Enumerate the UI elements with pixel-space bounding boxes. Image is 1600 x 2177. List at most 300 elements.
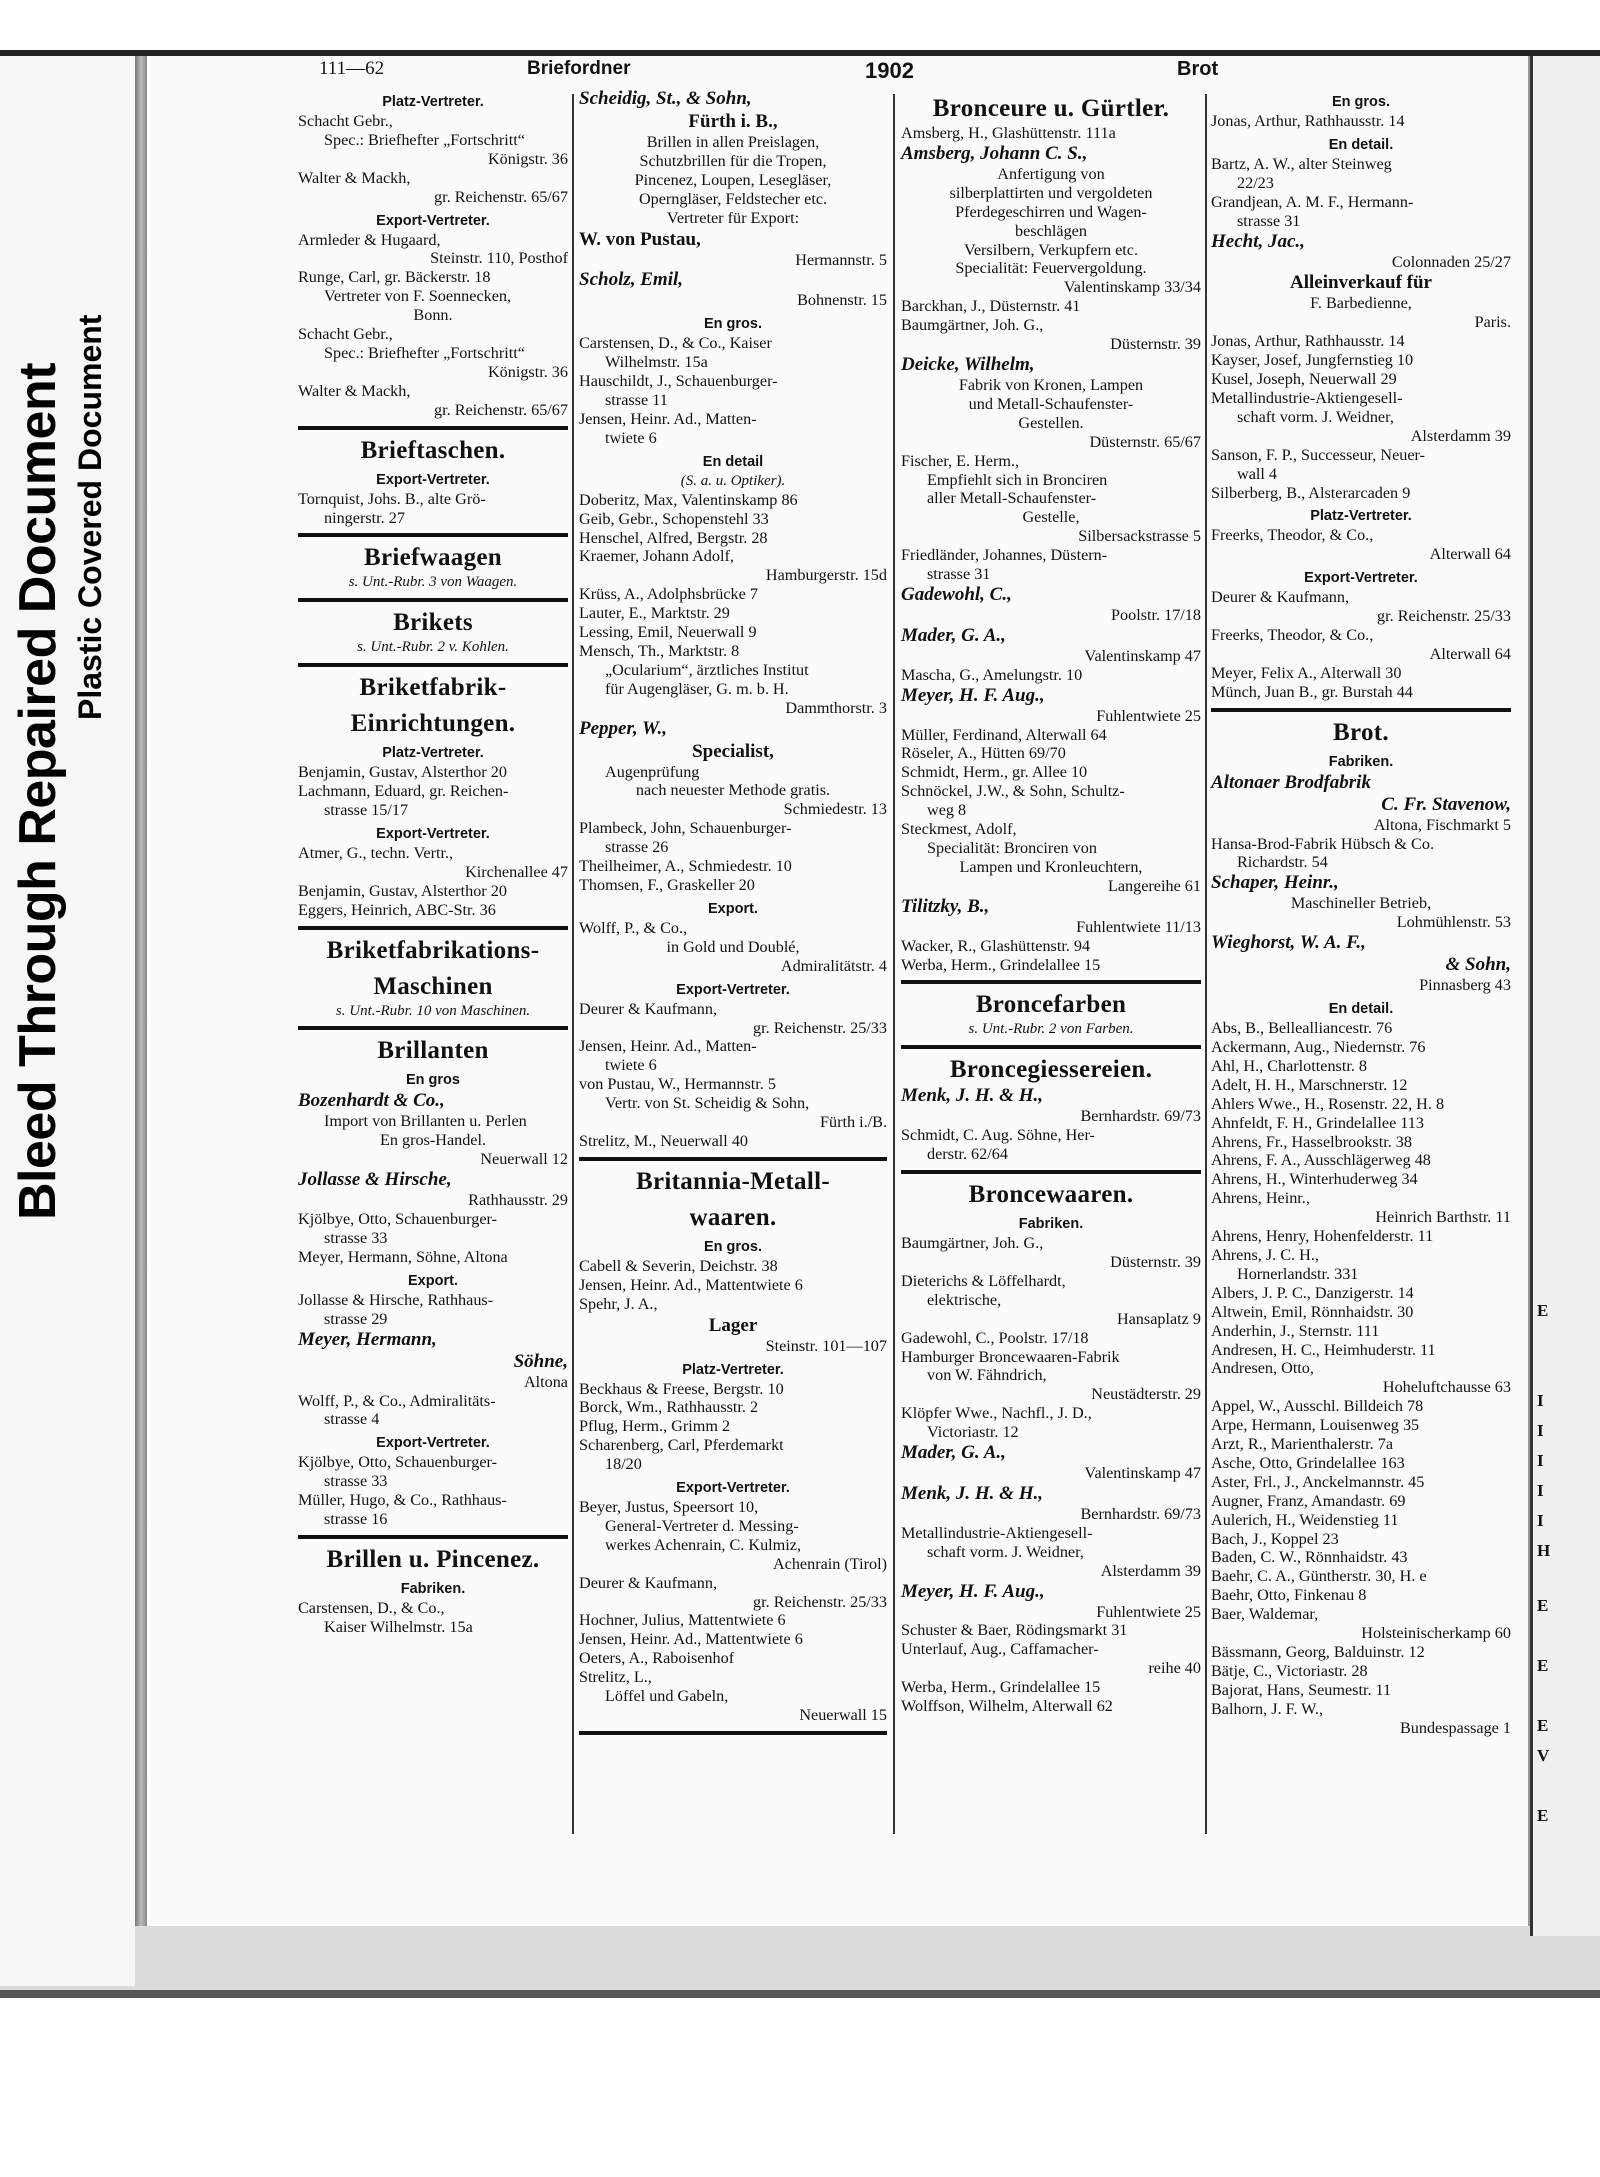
entry-line: Kjölbye, Otto, Schauenburger- <box>298 1453 497 1472</box>
entry-line: Doberitz, Max, Valentinskamp 86 <box>579 490 798 509</box>
entry-line: Poolstr. 17/18 <box>1111 605 1201 624</box>
entry-line: Lauter, E., Marktstr. 29 <box>579 604 730 623</box>
entry-line: Anfertigung von <box>997 164 1105 183</box>
cross-reference-note: s. Unt.-Rubr. 3 von Waagen. <box>348 574 518 591</box>
entry-line: Cabell & Severin, Deichstr. 38 <box>579 1256 778 1275</box>
entry-line: Altwein, Emil, Rönnhaidstr. 30 <box>1211 1302 1414 1321</box>
entry-line: Vertr. von St. Scheidig & Sohn, <box>605 1094 810 1113</box>
entry-line: Strelitz, M., Neuerwall 40 <box>579 1131 749 1150</box>
entry-line: Röseler, A., Hütten 69/70 <box>901 744 1066 763</box>
entry-line: Wolff, P., & Co., <box>579 918 688 937</box>
firm-name-bold: Meyer, Hermann, <box>298 1328 437 1350</box>
entry-line: Fuhlentwiete 25 <box>1096 1602 1201 1621</box>
entry-line: Wacker, R., Glashüttenstr. 94 <box>901 936 1091 955</box>
entry-line: Benjamin, Gustav, Alsterthor 20 <box>298 881 507 900</box>
entry-line: twiete 6 <box>605 428 657 447</box>
entry-line: Neustädterstr. 29 <box>1091 1385 1201 1404</box>
entry-line: Colonnaden 25/27 <box>1391 252 1511 271</box>
entry-line: Lessing, Emil, Neuerwall 9 <box>579 623 757 642</box>
category-heading: Broncegiessereien. <box>949 1056 1153 1084</box>
entry-line: Beyer, Justus, Speersort 10, <box>579 1498 759 1517</box>
subsection-label: Export-Vertreter. <box>1304 570 1418 587</box>
subsection-label: Export-Vertreter. <box>376 825 490 842</box>
page-number: 111—62 <box>319 58 385 79</box>
entry-line: Kaiser Wilhelmstr. 15a <box>324 1617 473 1636</box>
entry-line: Bartz, A. W., alter Steinweg <box>1211 154 1392 173</box>
firm-name-bold: Wieghorst, W. A. F., <box>1211 932 1366 954</box>
entry-line: Jollasse & Hirsche, Rathhaus- <box>298 1290 494 1309</box>
entry-line: Lampen und Kronleuchtern, <box>959 857 1143 876</box>
firm-name-bold: Gadewohl, C., <box>901 583 1012 605</box>
entry-line: Neuerwall 12 <box>480 1150 568 1169</box>
entry-line: Hansa-Brod-Fabrik Hübsch & Co. <box>1211 834 1434 853</box>
entry-line: Ahrens, H., Winterhuderweg 34 <box>1211 1170 1418 1189</box>
entry-line: Bohnenstr. 15 <box>797 291 887 310</box>
section-rule <box>298 598 568 602</box>
entry-line: Jensen, Heinr. Ad., Mattentwiete 6 <box>579 1275 803 1294</box>
header-left-keyword: Briefordner <box>527 58 631 79</box>
category-heading: Brillanten <box>377 1037 489 1065</box>
entry-line: schaft vorm. J. Weidner, <box>1237 407 1394 426</box>
entry-line: in Gold und Doublé, <box>666 937 800 956</box>
entry-line: strasse 29 <box>324 1309 388 1328</box>
entry-line: Balhorn, J. F. W., <box>1211 1699 1324 1718</box>
section-rule <box>579 1731 887 1735</box>
category-heading: Broncefarben <box>975 991 1127 1019</box>
subsection-label: En gros. <box>703 1238 762 1255</box>
column-divider <box>1205 94 1207 1834</box>
firm-name-bold: Altonaer Brodfabrik <box>1211 771 1371 793</box>
entry-line: Werba, Herm., Grindelallee 15 <box>901 1678 1101 1697</box>
entry-line: Runge, Carl, gr. Bäckerstr. 18 <box>298 268 491 287</box>
entry-line: Gestelle, <box>1022 508 1080 527</box>
entry-line: General-Vertreter d. Messing- <box>605 1516 799 1535</box>
subsection-label: Export-Vertreter. <box>676 1480 790 1497</box>
entry-line: beschlägen <box>1015 221 1087 240</box>
entry-line: Baumgärtner, Joh. G., <box>901 1234 1044 1253</box>
entry-line: Achenrain (Tirol) <box>772 1554 887 1573</box>
entry-line: Schacht Gebr., <box>298 112 393 130</box>
column-2 <box>579 88 887 1739</box>
entry-line: Königstr. 36 <box>487 149 568 168</box>
entry-line: Aster, Frl., J., Anckelmannstr. 45 <box>1211 1472 1425 1491</box>
entry-line: Altona, Fischmarkt 5 <box>1373 815 1511 834</box>
entry-line: Hauschildt, J., Schauenburger- <box>579 372 778 391</box>
entry-line: Baehr, Otto, Finkenau 8 <box>1211 1586 1367 1605</box>
entry-line: Neuerwall 15 <box>799 1706 887 1724</box>
entry-line: Aulerich, H., Weidenstieg 11 <box>1211 1510 1399 1529</box>
entry-line: Ahrens, Fr., Hasselbrookstr. 38 <box>1211 1132 1412 1151</box>
entry-line: Augner, Franz, Amandastr. 69 <box>1211 1491 1406 1510</box>
entry-line: Maschineller Betrieb, <box>1290 894 1432 913</box>
next-page-fragment: I <box>1537 1391 1544 1410</box>
entry-line: Strelitz, L., <box>579 1668 652 1687</box>
entry-line: Hornerlandstr. 331 <box>1237 1264 1359 1283</box>
header-year: 1902 <box>865 58 914 83</box>
entry-line: elektrische, <box>927 1290 1002 1309</box>
firm-name-bold: C. Fr. Stavenow, <box>1381 793 1511 815</box>
entry-line: Altona <box>523 1372 568 1391</box>
category-heading: waaren. <box>689 1203 777 1231</box>
entry-line: Dammthorstr. 3 <box>785 698 887 717</box>
entry-line: aller Metall-Schaufenster- <box>927 489 1097 508</box>
entry-line: gr. Reichenstr. 25/33 <box>753 1592 887 1611</box>
section-rule <box>579 1157 887 1161</box>
entry-line: Jonas, Arthur, Rathhausstr. 14 <box>1211 332 1405 351</box>
firm-name-bold: Scholz, Emil, <box>579 269 683 291</box>
entry-line: Jensen, Heinr. Ad., Matten- <box>579 409 757 428</box>
entry-line: Fuhlentwiete 25 <box>1096 706 1201 725</box>
entry-line: Geib, Gebr., Schopenstehl 33 <box>579 509 769 528</box>
entry-line: F. Barbedienne, <box>1310 294 1412 313</box>
entry-line: Pincenez, Loupen, Lesegläser, <box>634 170 832 189</box>
entry-line: von W. Fähndrich, <box>927 1366 1047 1385</box>
next-page-fragment: I <box>1537 1481 1544 1500</box>
entry-line: Ackermann, Aug., Niedernstr. 76 <box>1211 1038 1426 1056</box>
column-divider <box>572 94 574 1834</box>
section-rule <box>1211 708 1511 712</box>
entry-line: Tornquist, Johs. B., alte Grö- <box>298 489 486 508</box>
section-rule <box>901 980 1201 984</box>
entry-line: Klöpfer Wwe., Nachfl., J. D., <box>901 1404 1092 1423</box>
entry-line: Kjölbye, Otto, Schauenburger- <box>298 1210 497 1229</box>
column-divider <box>893 94 895 1834</box>
entry-line: Jonas, Arthur, Rathhausstr. 14 <box>1211 112 1405 130</box>
entry-line: Müller, Ferdinand, Alterwall 64 <box>901 725 1107 744</box>
entry-line: Andresen, Otto, <box>1211 1359 1314 1378</box>
next-page-fragment: I <box>1537 1451 1544 1470</box>
category-heading: Einrichtungen. <box>350 710 516 738</box>
next-page-fragment: V <box>1537 1746 1550 1765</box>
category-heading: Bronceure u. Gürtler. <box>932 95 1170 122</box>
entry-line: Plambeck, John, Schauenburger- <box>579 819 792 838</box>
entry-line: Wilhelmstr. 15a <box>605 353 708 372</box>
entry-line: Amsberg, H., Glashüttenstr. 111a <box>901 124 1116 142</box>
subsection-label: En gros <box>406 1072 460 1089</box>
entry-line: Arzt, R., Marienthalerstr. 7a <box>1211 1435 1394 1454</box>
entry-line: Pflug, Herm., Grimm 2 <box>579 1417 731 1436</box>
entry-line: Baehr, C. A., Güntherstr. 30, H. e <box>1211 1567 1427 1586</box>
entry-line: strasse 16 <box>324 1510 388 1529</box>
entry-line: Metallindustrie-Aktiengesell- <box>1211 388 1403 407</box>
entry-line: Bernhardstr. 69/73 <box>1080 1107 1201 1126</box>
entry-line: schaft vorm. J. Weidner, <box>927 1542 1084 1561</box>
entry-line: Valentinskamp 47 <box>1084 646 1201 665</box>
entry-line: Schuster & Baer, Rödingsmarkt 31 <box>901 1621 1128 1640</box>
entry-line: Bundespassage 1 <box>1399 1718 1511 1737</box>
entry-line: Wolffson, Wilhelm, Alterwall 62 <box>901 1697 1113 1716</box>
entry-line: En gros-Handel. <box>379 1131 487 1150</box>
category-heading: Briketfabrik- <box>359 674 507 702</box>
entry-line: Steinstr. 110, Posthof <box>430 249 568 268</box>
entry-line: Löffel und Gabeln, <box>605 1687 729 1706</box>
cross-reference-note: s. Unt.-Rubr. 2 v. Kohlen. <box>357 639 509 656</box>
page-header <box>147 56 1530 90</box>
entry-line: Fuhlentwiete 11/13 <box>1076 917 1201 936</box>
emphasis-line: Fürth i. B., <box>688 111 778 132</box>
entry-line: Arpe, Hermann, Louisenweg 35 <box>1211 1416 1420 1435</box>
subsection-label: Fabriken. <box>1328 753 1394 770</box>
entry-line: Kraemer, Johann Adolf, <box>579 547 734 566</box>
entry-line: Hermannstr. 5 <box>795 250 887 269</box>
emphasis-line: Lager <box>708 1314 758 1336</box>
entry-line: Armleder & Hugaard, <box>298 230 441 249</box>
next-page-fragment: E <box>1537 1596 1549 1615</box>
category-heading: Broncewaaren. <box>968 1181 1134 1209</box>
entry-line: Fischer, E. Herm., <box>901 451 1020 470</box>
entry-line: Walter & Mackh, <box>298 168 411 187</box>
next-page-sliver <box>1530 56 1600 1936</box>
subsection-label: En detail. <box>1328 1001 1394 1018</box>
entry-line: Düsternstr. 39 <box>1110 335 1201 354</box>
entry-line: gr. Reichenstr. 65/67 <box>434 187 568 206</box>
page-binding-edge <box>135 56 147 1926</box>
entry-line: Friedländer, Johannes, Düstern- <box>901 546 1108 565</box>
entry-line: Pinnasberg 43 <box>1419 976 1511 995</box>
entry-line: Schacht Gebr., <box>298 325 393 344</box>
entry-line: Valentinskamp 47 <box>1084 1464 1201 1483</box>
section-rule <box>901 1045 1201 1049</box>
section-rule <box>901 1170 1201 1174</box>
column-3 <box>901 88 1201 1716</box>
entry-line: Lohmühlenstr. 53 <box>1396 913 1511 932</box>
next-page-fragment: E <box>1537 1301 1549 1320</box>
category-heading: Britannia-Metall- <box>636 1167 830 1195</box>
category-heading: Maschinen <box>373 972 493 1000</box>
entry-line: Victoriastr. 12 <box>927 1423 1019 1442</box>
entry-line: Asche, Otto, Grindelallee 163 <box>1211 1453 1405 1472</box>
entry-line: Holsteinischerkamp 60 <box>1361 1624 1511 1643</box>
entry-line: Heinrich Barthstr. 11 <box>1375 1208 1511 1227</box>
entry-line: Bernhardstr. 69/73 <box>1080 1504 1201 1523</box>
entry-line: strasse 31 <box>927 565 991 584</box>
entry-line: Grandjean, A. M. F., Hermann- <box>1211 192 1414 211</box>
entry-line: Versilbern, Verkupfern etc. <box>963 240 1139 259</box>
entry-line: Operngläser, Feldstecher etc. <box>638 189 828 208</box>
entry-line: Thomsen, F., Graskeller 20 <box>579 876 755 894</box>
entry-line: strasse 26 <box>605 838 669 857</box>
entry-line: Schmidt, Herm., gr. Allee 10 <box>901 763 1088 782</box>
entry-line: Alsterdamm 39 <box>1100 1561 1201 1580</box>
firm-name-bold: Söhne, <box>513 1350 568 1372</box>
subsection-label: Platz-Vertreter. <box>1310 508 1412 525</box>
entry-line: Bässmann, Georg, Balduinstr. 12 <box>1211 1643 1425 1661</box>
subsection-label: En detail <box>702 453 764 470</box>
subsection-label: Export-Vertreter. <box>376 212 490 229</box>
entry-line: Sanson, F. P., Successeur, Neuer- <box>1211 445 1425 464</box>
firm-name-bold: Tilitzky, B., <box>901 895 990 917</box>
entry-line: nach neuester Methode gratis. <box>635 781 831 800</box>
entry-line: Düsternstr. 65/67 <box>1089 432 1201 451</box>
subsection-label: Export-Vertreter. <box>376 1435 490 1452</box>
directory-page <box>147 56 1530 1926</box>
entry-line: Bach, J., Koppel 23 <box>1211 1529 1339 1548</box>
next-page-fragment: H <box>1537 1541 1551 1560</box>
entry-line: Düsternstr. 39 <box>1110 1252 1201 1271</box>
entry-line: Ahrens, J. C. H., <box>1211 1245 1319 1264</box>
entry-line: Barckhan, J., Düsternstr. 41 <box>901 297 1081 316</box>
entry-line: Steckmest, Adolf, <box>901 820 1017 839</box>
subsection-label: Export-Vertreter. <box>376 471 490 488</box>
entry-line: Hoheluftchausse 63 <box>1382 1378 1511 1397</box>
emphasis-line: Alleinverkauf für <box>1290 272 1432 294</box>
section-rule <box>298 1535 568 1539</box>
entry-line: Steinstr. 101—107 <box>765 1336 887 1355</box>
entry-line: Paris. <box>1474 313 1511 332</box>
entry-line: Schnöckel, J.W., & Sohn, Schultz- <box>901 782 1125 801</box>
entry-line: Baer, Waldemar, <box>1211 1605 1319 1624</box>
entry-line: 22/23 <box>1237 173 1274 192</box>
entry-line: Dieterichs & Löffelhardt, <box>901 1271 1066 1290</box>
firm-name-bold: Meyer, H. F. Aug., <box>901 684 1045 706</box>
entry-line: Bätje, C., Victoriastr. 28 <box>1211 1661 1368 1680</box>
subsection-label: Platz-Vertreter. <box>682 1361 784 1378</box>
entry-line: Eggers, Heinrich, ABC-Str. 36 <box>298 900 496 919</box>
firm-name-bold: & Sohn, <box>1445 954 1511 976</box>
entry-line: Silbersackstrasse 5 <box>1078 527 1201 546</box>
section-rule <box>298 663 568 667</box>
entry-line: Brillen in allen Preislagen, <box>646 133 820 151</box>
firm-name-bold: Mader, G. A., <box>901 624 1006 646</box>
entry-line: weg 8 <box>927 801 967 820</box>
firm-name-bold: Bozenhardt & Co., <box>298 1090 445 1112</box>
subsection-label: Fabriken. <box>400 1580 466 1597</box>
next-page-fragment: E <box>1537 1656 1549 1675</box>
entry-line: Beckhaus & Freese, Bergstr. 10 <box>579 1379 784 1398</box>
next-page-fragment: E <box>1537 1806 1549 1825</box>
cross-reference-note: s. Unt.-Rubr. 10 von Maschinen. <box>335 1002 531 1019</box>
entry-line: Specialität: Feuervergoldung. <box>955 259 1147 278</box>
firm-name-bold: Meyer, H. F. Aug., <box>901 1580 1045 1602</box>
firm-name-bold: Mader, G. A., <box>901 1442 1006 1464</box>
entry-line: strasse 33 <box>324 1229 388 1247</box>
entry-line: strasse 15/17 <box>324 801 409 820</box>
entry-line: Jensen, Heinr. Ad., Matten- <box>579 1037 757 1056</box>
subsection-label: En gros. <box>1331 94 1390 110</box>
entry-line: Deurer & Kaufmann, <box>579 1573 717 1592</box>
entry-line: silberplattirten und vergoldeten <box>949 183 1153 202</box>
entry-line: Hamburgerstr. 15d <box>765 566 887 585</box>
entry-line: Bonn. <box>413 306 453 325</box>
entry-line: Oeters, A., Raboisenhof <box>579 1649 735 1668</box>
entry-line: Ahlers Wwe., H., Rosenstr. 22, H. 8 <box>1211 1094 1445 1113</box>
entry-line: Kirchenallee 47 <box>465 862 568 881</box>
entry-line: Krüss, A., Adolphsbrücke 7 <box>579 585 758 604</box>
entry-line: Lachmann, Eduard, gr. Reichen- <box>298 782 509 801</box>
entry-line: Specialität: Bronciren von <box>927 839 1097 857</box>
entry-line: 18/20 <box>605 1455 642 1474</box>
entry-line: Alsterdamm 39 <box>1410 426 1511 445</box>
entry-line: Silberberg, B., Alsterarcaden 9 <box>1211 483 1411 502</box>
firm-name-bold: Hecht, Jac., <box>1211 230 1305 252</box>
entry-line: gr. Reichenstr. 25/33 <box>1377 607 1511 626</box>
next-page-fragment: E <box>1537 1716 1549 1735</box>
entry-line: Vertreter von F. Soennecken, <box>324 287 512 306</box>
section-rule <box>298 926 568 930</box>
entry-line: Bajorat, Hans, Seumestr. 11 <box>1211 1680 1392 1699</box>
scan-stamp-sub: Plastic Covered Document <box>72 314 108 720</box>
entry-line: Andresen, H. C., Heimhuderstr. 11 <box>1211 1340 1436 1359</box>
entry-line: Augenprüfung <box>605 762 700 781</box>
entry-line: Jensen, Heinr. Ad., Mattentwiete 6 <box>579 1630 803 1649</box>
entry-line: Spec.: Briefhefter „Fortschritt“ <box>324 343 525 362</box>
entry-line: reihe 40 <box>1148 1659 1201 1678</box>
entry-line: Mascha, G., Amelungstr. 10 <box>901 665 1083 684</box>
entry-line: Meyer, Hermann, Söhne, Altona <box>298 1247 508 1266</box>
category-heading: Brieftaschen. <box>360 436 506 464</box>
entry-line: Valentinskamp 33/34 <box>1063 278 1201 297</box>
entry-line: Spehr, J. A., <box>579 1294 658 1313</box>
firm-name-bold: Amsberg, Johann C. S., <box>901 142 1088 164</box>
section-rule <box>298 533 568 537</box>
next-page-fragment: I <box>1537 1511 1544 1530</box>
entry-line: Unterlauf, Aug., Caffamacher- <box>901 1640 1099 1659</box>
entry-line: werkes Achenrain, C. Kulmiz, <box>605 1535 801 1554</box>
entry-line: Atmer, G., techn. Vertr., <box>298 843 454 862</box>
entry-line: Kayser, Josef, Jungfernstieg 10 <box>1211 351 1414 370</box>
category-heading: Brillen u. Pincenez. <box>326 1545 540 1573</box>
category-heading: Briefwaagen <box>364 544 502 572</box>
entry-line: Borck, Wm., Rathhausstr. 2 <box>579 1398 759 1417</box>
entry-line: strasse 31 <box>1237 211 1301 230</box>
entry-line: Gadewohl, C., Poolstr. 17/18 <box>901 1328 1089 1347</box>
scan-stamp-main: Bleed Through Repaired Document <box>9 362 67 1220</box>
entry-line: Müller, Hugo, & Co., Rathhaus- <box>298 1491 507 1510</box>
subsection-label: Fabriken. <box>1018 1216 1084 1233</box>
entry-line: Empfiehlt sich in Bronciren <box>927 470 1108 489</box>
entry-line: Adelt, H. H., Marschnerstr. 12 <box>1211 1075 1408 1094</box>
firm-name-bold: Menk, J. H. & H., <box>901 1482 1043 1504</box>
header-right-keyword: Brot <box>1177 58 1219 80</box>
entry-line: derstr. 62/64 <box>927 1145 1008 1164</box>
entry-line: Langereihe 61 <box>1107 876 1201 895</box>
entry-line: Appel, W., Ausschl. Billdeich 78 <box>1211 1397 1424 1416</box>
entry-line: Carstensen, D., & Co., <box>298 1598 445 1617</box>
entry-line: Fabrik von Kronen, Lampen <box>958 375 1144 394</box>
entry-line: Münch, Juan B., gr. Burstah 44 <box>1211 682 1413 701</box>
entry-line: Deurer & Kaufmann, <box>579 999 717 1018</box>
entry-line: Vertreter für Export: <box>666 208 800 227</box>
entry-line: Walter & Mackh, <box>298 381 411 400</box>
entry-line: Pferdegeschirren und Wagen- <box>955 202 1147 221</box>
firm-name-bold: Deicke, Wilhelm, <box>901 353 1035 375</box>
category-heading: Brot. <box>1333 718 1389 746</box>
cross-reference-note: s. Unt.-Rubr. 2 von Farben. <box>968 1021 1134 1038</box>
entry-line: Benjamin, Gustav, Alsterthor 20 <box>298 763 507 782</box>
entry-line: Ahrens, F. A., Ausschlägerweg 48 <box>1211 1151 1431 1170</box>
entry-line: Admiralitätstr. 4 <box>780 956 887 975</box>
firm-name-bold: Menk, J. H. & H., <box>901 1085 1043 1107</box>
entry-line: und Metall-Schaufenster- <box>968 394 1134 413</box>
entry-line: Albers, J. P. C., Danzigerstr. 14 <box>1211 1283 1414 1302</box>
firm-name-bold: Schaper, Heinr., <box>1211 872 1339 894</box>
entry-line: Richardstr. 54 <box>1237 853 1328 872</box>
entry-line: Ahl, H., Charlottenstr. 8 <box>1211 1056 1368 1075</box>
entry-line: Freerks, Theodor, & Co., <box>1211 526 1374 545</box>
entry-line: Spec.: Briefhefter „Fortschritt“ <box>324 130 525 149</box>
emphasis-line: Specialist, <box>692 740 774 762</box>
entry-line: Anderhin, J., Sternstr. 111 <box>1211 1321 1380 1340</box>
entry-line: für Augengläser, G. m. b. H. <box>605 679 789 698</box>
entry-line: Fürth i./B. <box>819 1113 887 1132</box>
section-rule <box>298 1026 568 1030</box>
cross-reference-note: (S. a. u. Optiker). <box>680 472 786 489</box>
subsection-label: Export-Vertreter. <box>676 981 790 998</box>
entry-line: Scharenberg, Carl, Pferdemarkt <box>579 1436 784 1455</box>
entry-line: Ahrens, Heinr., <box>1211 1189 1310 1208</box>
entry-line: strasse 11 <box>605 391 668 410</box>
entry-line: Werba, Herm., Grindelallee 15 <box>901 955 1101 974</box>
